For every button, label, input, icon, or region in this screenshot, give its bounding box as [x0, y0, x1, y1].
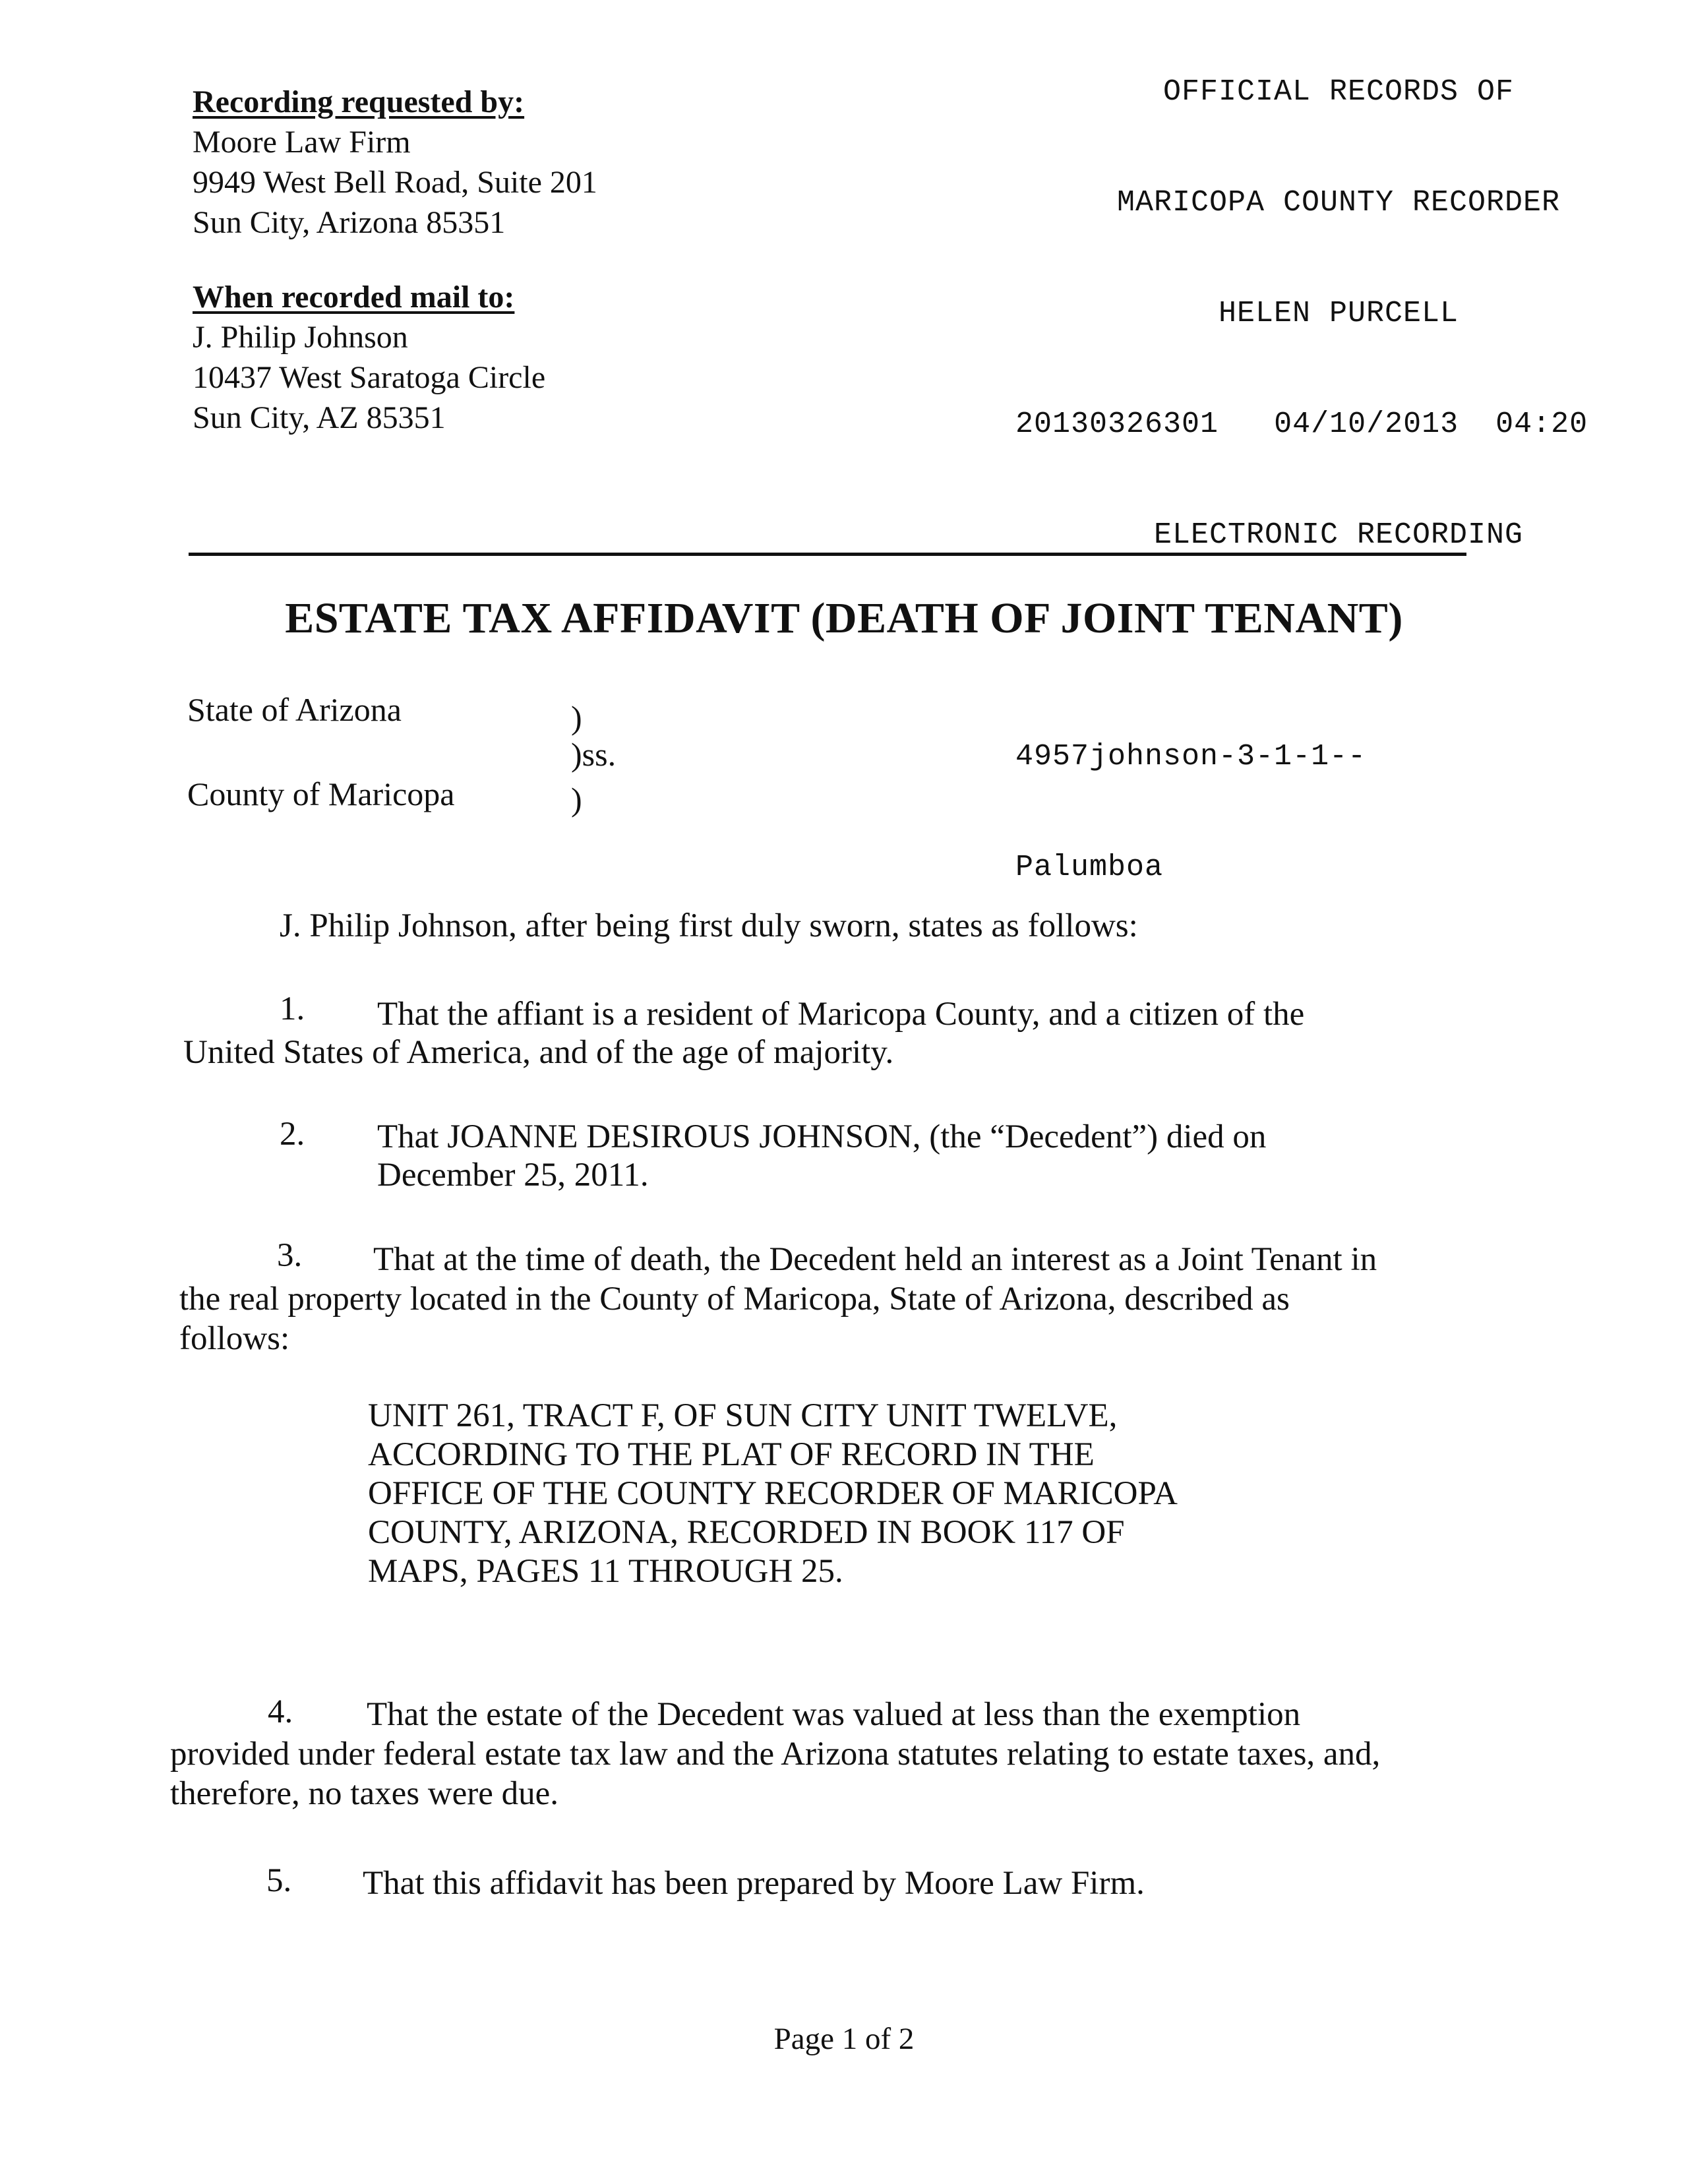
legal-description	[368, 1397, 1178, 1591]
stamp-time: 04:20	[1495, 408, 1588, 441]
requester-city: Sun City, Arizona 85351	[193, 205, 506, 240]
stamp-reference: 4957johnson-3-1-1--	[1015, 740, 1367, 774]
venue-ss: )ss.	[571, 736, 617, 773]
legal-description-line: MAPS, PAGES 11 THROUGH 25.	[368, 1553, 843, 1590]
paragraph-1-first-line: That the affiant is a resident of Maricopa County, and a citizen of the	[377, 996, 1305, 1033]
venue-state: State of Arizona	[187, 691, 402, 728]
paragraph-2-continuation: December 25, 2011.	[377, 1157, 649, 1194]
paragraph-5-number: 5.	[266, 1862, 292, 1899]
intro-statement: J. Philip Johnson, after being first duly sworn, states as follows:	[280, 907, 1138, 944]
paragraph-5-first-line: That this affidavit has been prepared by Moore Law Firm.	[363, 1865, 1145, 1902]
paragraph-3-number: 3.	[277, 1237, 303, 1274]
paragraph-3-line-2: the real property located in the County of Maricopa, State of Arizona, described as	[179, 1281, 1290, 1318]
mail-to-heading: When recorded mail to:	[193, 280, 515, 315]
mail-to-block	[193, 277, 545, 438]
recording-requested-heading: Recording requested by:	[193, 84, 525, 119]
recorder-stamp	[1015, 0, 1688, 960]
paragraph-4-line-3: therefore, no taxes were due.	[170, 1775, 559, 1812]
paragraph-1-continuation: United States of America, and of the age of majority.	[183, 1034, 894, 1071]
mail-to-name: J. Philip Johnson	[193, 320, 408, 355]
legal-description-line: UNIT 261, TRACT F, OF SUN CITY UNIT TWELVE,	[368, 1397, 1118, 1434]
paragraph-3-first-line: That at the time of death, the Decedent held an interest as a Joint Tenant in	[373, 1241, 1377, 1278]
stamp-line-3: HELEN PURCELL	[1218, 297, 1459, 330]
page-number: Page 1 of 2	[773, 2022, 915, 2056]
stamp-line-1: OFFICIAL RECORDS OF	[1162, 75, 1515, 109]
stamp-date: 04/10/2013	[1274, 408, 1459, 441]
paragraph-2-first-line: That JOANNE DESIROUS JOHNSON, (the “Decedent”) died on	[377, 1118, 1267, 1155]
recording-requested-by-block	[193, 82, 597, 243]
stamp-reference-name: Palumboa	[1015, 851, 1164, 884]
paragraph-2-number: 2.	[280, 1116, 305, 1153]
paragraph-4-number: 4.	[268, 1693, 293, 1730]
venue-paren-bottom: )	[571, 781, 582, 818]
stamp-record-line	[1015, 406, 1688, 443]
legal-description-line: OFFICE OF THE COUNTY RECORDER OF MARICOPA	[368, 1475, 1178, 1512]
mail-to-street: 10437 West Saratoga Circle	[193, 360, 546, 395]
venue-county: County of Maricopa	[187, 775, 455, 812]
venue-paren-top: )	[571, 699, 582, 736]
stamp-line-2: MARICOPA COUNTY RECORDER	[1116, 186, 1561, 220]
legal-description-line: ACCORDING TO THE PLAT OF RECORD IN THE	[368, 1436, 1095, 1473]
legal-description-line: COUNTY, ARIZONA, RECORDED IN BOOK 117 OF	[368, 1514, 1125, 1551]
mail-to-city: Sun City, AZ 85351	[193, 400, 446, 435]
requester-name: Moore Law Firm	[193, 125, 411, 160]
paragraph-1-number: 1.	[280, 990, 305, 1027]
requester-street: 9949 West Bell Road, Suite 201	[193, 165, 597, 200]
stamp-recording-type: ELECTRONIC RECORDING	[1153, 518, 1524, 552]
stamp-record-number: 20130326301	[1015, 408, 1219, 441]
document-title: ESTATE TAX AFFIDAVIT (DEATH OF JOINT TENANT)	[285, 594, 1403, 642]
paragraph-4-first-line: That the estate of the Decedent was valued at less than the exemption	[367, 1696, 1301, 1733]
paragraph-3-line-3: follows:	[179, 1320, 290, 1357]
horizontal-divider	[189, 553, 1466, 556]
paragraph-4-line-2: provided under federal estate tax law and the Arizona statutes relating to estate taxes, and,	[170, 1736, 1381, 1773]
